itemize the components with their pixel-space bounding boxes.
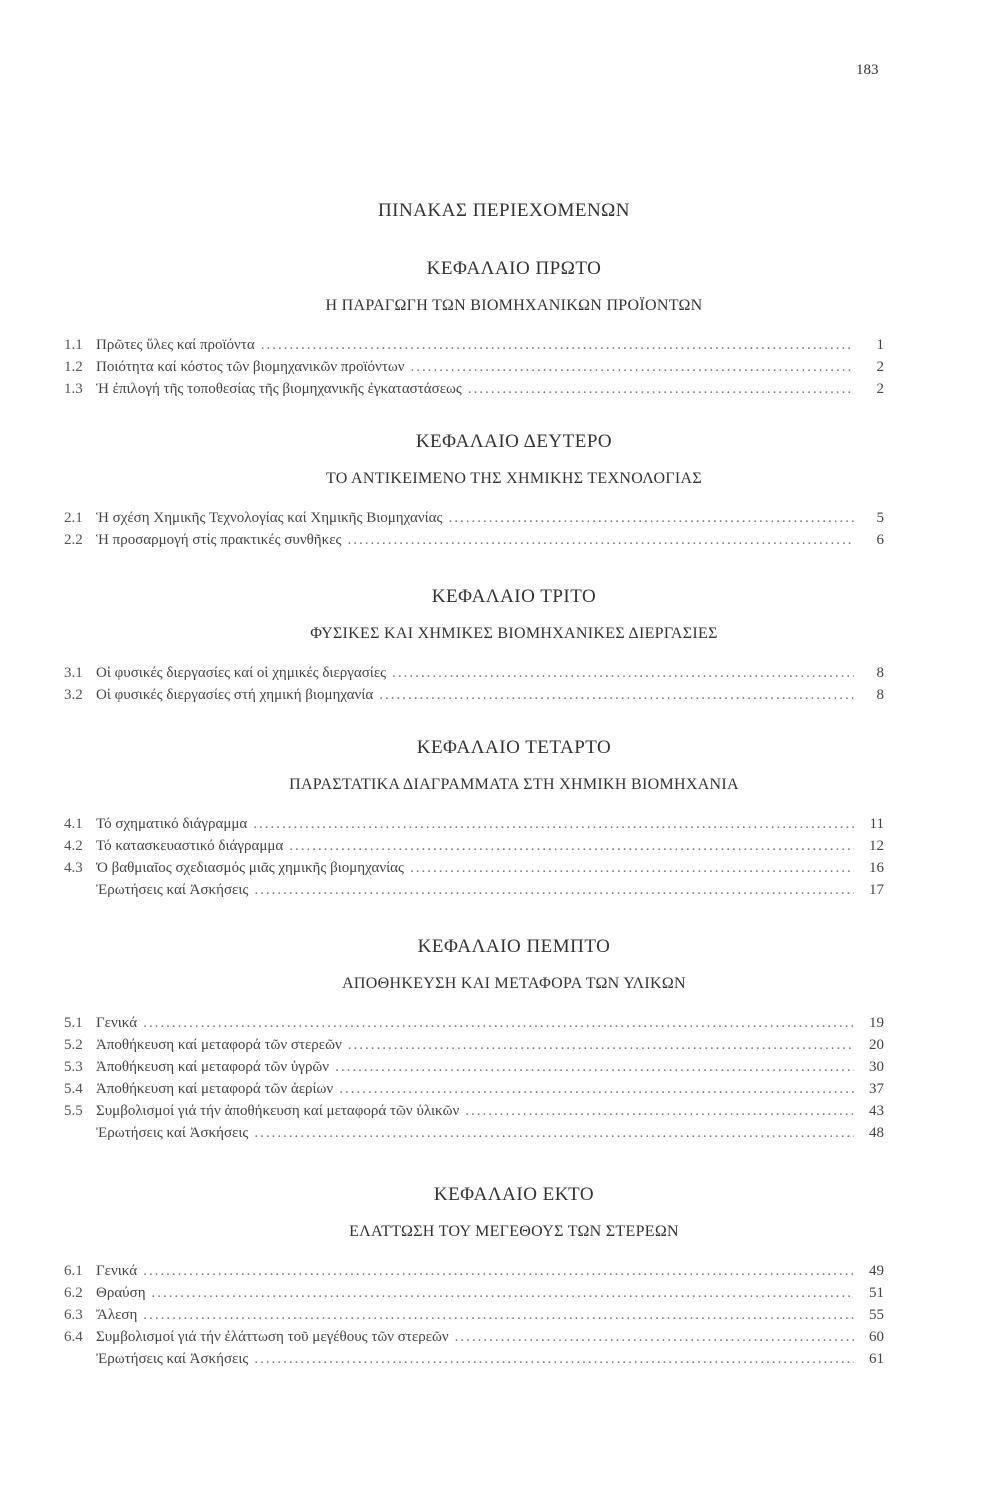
chapter-heading: ΚΕΦΑΛΑΙΟ ΠΡΩΤΟ <box>426 258 602 279</box>
entry-page-number: 19 <box>869 1015 884 1031</box>
entry-title: Ἐρωτήσεις καί Ἀσκήσεις <box>96 1351 249 1367</box>
entry-number: 5.3 <box>64 1059 83 1075</box>
chapter-subtitle: ΑΠΟΘΗΚΕΥΣΗ ΚΑΙ ΜΕΤΑΦΟΡΑ ΤΩΝ ΥΛΙΚΩΝ <box>342 975 686 992</box>
entry-list <box>64 1012 884 1144</box>
chapter-subtitle: Η ΠΑΡΑΓΩΓΗ ΤΩΝ ΒΙΟΜΗΧΑΝΙΚΩΝ ΠΡΟΪΟΝΤΩΝ <box>325 297 703 314</box>
entry-list <box>64 507 884 551</box>
chapter-subtitle: ΦΥΣΙΚΕΣ ΚΑΙ ΧΗΜΙΚΕΣ ΒΙΟΜΗΧΑΝΙΚΕΣ ΔΙΕΡΓΑΣΙΕΣ <box>310 625 718 642</box>
entry-page-number: 6 <box>876 532 884 548</box>
leader-dots <box>465 1100 854 1122</box>
chapter-6 <box>0 1180 1008 1370</box>
entry-page-number: 55 <box>869 1307 884 1323</box>
leader-dots <box>143 1260 854 1282</box>
entry-page-number: 2 <box>876 359 884 375</box>
chapter-2 <box>0 427 1008 551</box>
entry-page-number: 1 <box>876 337 884 353</box>
toc-entry[interactable] <box>64 1348 884 1370</box>
entry-title: Τό κατασκευαστικό διάγραμμα <box>96 838 284 854</box>
toc-entry[interactable] <box>64 835 884 857</box>
chapter-subtitle: ΤΟ ΑΝΤΙΚΕΙΜΕΝΟ ΤΗΣ ΧΗΜΙΚΗΣ ΤΕΧΝΟΛΟΓΙΑΣ <box>325 470 703 487</box>
toc-entry[interactable] <box>64 1056 884 1078</box>
chapter-subtitle: ΕΛΑΤΤΩΣΗ ΤΟΥ ΜΕΓΕΘΟΥΣ ΤΩΝ ΣΤΕΡΕΩΝ <box>349 1223 679 1240</box>
entry-page-number: 60 <box>869 1329 884 1345</box>
toc-entry[interactable] <box>64 1304 884 1326</box>
entry-number: 6.4 <box>64 1329 83 1345</box>
toc-entry[interactable] <box>64 529 884 551</box>
entry-title: Ἀποθήκευση καί μεταφορά τῶν ὑγρῶν <box>96 1059 330 1075</box>
chapter-heading: ΚΕΦΑΛΑΙΟ ΕΚΤΟ <box>433 1184 595 1205</box>
entry-page-number: 49 <box>869 1263 884 1279</box>
entry-page-number: 8 <box>876 687 884 703</box>
entry-number: 6.3 <box>64 1307 83 1323</box>
toc-entry[interactable] <box>64 1100 884 1122</box>
entry-title: Ὁ βαθμιαῖος σχεδιασμός μιᾶς χημικῆς βιομηχανίας <box>96 860 404 876</box>
leader-dots <box>143 1304 854 1326</box>
leader-dots <box>379 684 854 706</box>
entry-title: Τό σχηματικό διάγραμμα <box>96 816 248 832</box>
entry-page-number: 30 <box>869 1059 884 1075</box>
entry-page-number: 17 <box>869 882 884 898</box>
leader-dots <box>254 879 854 901</box>
entry-page-number: 11 <box>869 816 884 832</box>
toc-entry[interactable] <box>64 1012 884 1034</box>
entry-page-number: 61 <box>869 1351 884 1367</box>
chapter-heading: ΚΕΦΑΛΑΙΟ ΠΕΜΠΤΟ <box>417 936 611 957</box>
entry-page-number: 8 <box>876 665 884 681</box>
entry-title: Ἀποθήκευση καί μεταφορά τῶν στερεῶν <box>96 1037 342 1053</box>
chapter-3 <box>0 582 1008 706</box>
toc-entry[interactable] <box>64 1260 884 1282</box>
entry-title: Ἡ ἐπιλογή τῆς τοποθεσίας τῆς βιομηχανικῆς ἐγκαταστάσεως <box>96 381 462 397</box>
entry-number: 3.2 <box>64 687 83 703</box>
entry-page-number: 43 <box>869 1103 884 1119</box>
toc-entry[interactable] <box>64 857 884 879</box>
entry-number: 2.1 <box>64 510 83 526</box>
entry-number: 4.2 <box>64 838 83 854</box>
entry-page-number: 12 <box>869 838 884 854</box>
entry-number: 3.1 <box>64 665 83 681</box>
leader-dots <box>289 835 854 857</box>
entry-title: Πρῶτες ὕλες καί προϊόντα <box>96 337 255 353</box>
entry-number: 5.1 <box>64 1015 83 1031</box>
entry-title: Ἡ σχέση Χημικῆς Τεχνολογίας καί Χημικῆς Βιομηχανίας <box>96 510 443 526</box>
entry-title: Συμβολισμοί γιά τήν ἐλάττωση τοῦ μεγέθους τῶν στερεῶν <box>96 1329 449 1345</box>
entry-page-number: 48 <box>869 1125 884 1141</box>
entry-number: 4.3 <box>64 860 83 876</box>
entry-title: Ἐρωτήσεις καί Ἀσκήσεις <box>96 882 249 898</box>
toc-title: ΠΙΝΑΚΑΣ ΠΕΡΙΕΧΟΜΕΝΩΝ <box>377 200 631 221</box>
entry-title: Οἱ φυσικές διεργασίες καί οἱ χημικές διεργασίες <box>96 665 387 681</box>
leader-dots <box>411 356 855 378</box>
entry-number: 1.1 <box>64 337 83 353</box>
entry-page-number: 2 <box>876 381 884 397</box>
toc-entry[interactable] <box>64 1282 884 1304</box>
toc-entry[interactable] <box>64 1034 884 1056</box>
leader-dots <box>410 857 854 879</box>
entry-title: Οἱ φυσικές διεργασίες στή χημική βιομηχανία <box>96 687 374 703</box>
entry-title: Ἐρωτήσεις καί Ἀσκήσεις <box>96 1125 249 1141</box>
entry-page-number: 37 <box>869 1081 884 1097</box>
entry-title: Ἡ προσαρμογή στίς πρακτικές συνθῆκες <box>96 532 342 548</box>
toc-entry[interactable] <box>64 334 884 356</box>
entry-title: Ποιότητα καί κόστος τῶν βιομηχανικῶν προϊόντων <box>96 359 405 375</box>
toc-entry[interactable] <box>64 507 884 529</box>
entry-title: Ἄλεση <box>96 1307 138 1323</box>
leader-dots <box>392 662 854 684</box>
toc-entry[interactable] <box>64 813 884 835</box>
entry-page-number: 51 <box>869 1285 884 1301</box>
leader-dots <box>254 1122 854 1144</box>
leader-dots <box>448 507 854 529</box>
leader-dots <box>254 1348 854 1370</box>
chapter-5 <box>0 932 1008 1144</box>
chapter-subtitle: ΠΑΡΑΣΤΑΤΙΚΑ ΔΙΑΓΡΑΜΜΑΤΑ ΣΤΗ ΧΗΜΙΚΗ ΒΙΟΜΗΧΑΝΙΑ <box>289 776 739 793</box>
leader-dots <box>261 334 854 356</box>
entry-number: 1.3 <box>64 381 83 397</box>
entry-page-number: 20 <box>869 1037 884 1053</box>
entry-list <box>64 662 884 706</box>
leader-dots <box>348 1034 854 1056</box>
leader-dots <box>152 1282 854 1304</box>
leader-dots <box>143 1012 854 1034</box>
entry-number: 4.1 <box>64 816 83 832</box>
toc-entry[interactable] <box>64 1122 884 1144</box>
chapter-1 <box>0 254 1008 400</box>
entry-number: 6.1 <box>64 1263 83 1279</box>
entry-number: 5.4 <box>64 1081 83 1097</box>
chapter-4 <box>0 733 1008 901</box>
entry-number: 2.2 <box>64 532 83 548</box>
toc-entry[interactable] <box>64 1078 884 1100</box>
entry-page-number: 5 <box>876 510 884 526</box>
chapter-heading: ΚΕΦΑΛΑΙΟ ΤΕΤΑΡΤΟ <box>416 737 612 758</box>
leader-dots <box>347 529 854 551</box>
toc-entry[interactable] <box>64 879 884 901</box>
leader-dots <box>468 378 854 400</box>
leader-dots <box>455 1326 854 1348</box>
chapter-heading: ΚΕΦΑΛΑΙΟ ΔΕΥΤΕΡΟ <box>415 431 613 452</box>
leader-dots <box>339 1078 854 1100</box>
entry-list <box>64 334 884 400</box>
toc-entry[interactable] <box>64 378 884 400</box>
entry-number: 6.2 <box>64 1285 83 1301</box>
entry-title: Θραύση <box>96 1285 146 1301</box>
entry-title: Γενικά <box>96 1015 138 1031</box>
toc-entry[interactable] <box>64 662 884 684</box>
toc-entry[interactable] <box>64 1326 884 1348</box>
leader-dots <box>253 813 854 835</box>
entry-page-number: 16 <box>869 860 884 876</box>
entry-number: 5.2 <box>64 1037 83 1053</box>
toc-entry[interactable] <box>64 356 884 378</box>
entry-title: Ἀποθήκευση καί μεταφορά τῶν ἀερίων <box>96 1081 334 1097</box>
entry-number: 1.2 <box>64 359 83 375</box>
entry-title: Συμβολισμοί γιά τήν ἀποθήκευση καί μεταφορά τῶν ὑλικῶν <box>96 1103 460 1119</box>
entry-number: 5.5 <box>64 1103 83 1119</box>
entry-list <box>64 1260 884 1370</box>
leader-dots <box>335 1056 854 1078</box>
entry-list <box>64 813 884 901</box>
chapter-heading: ΚΕΦΑΛΑΙΟ ΤΡΙΤΟ <box>431 586 597 607</box>
entry-title: Γενικά <box>96 1263 138 1279</box>
toc-entry[interactable] <box>64 684 884 706</box>
page-number: 183 <box>856 62 879 78</box>
